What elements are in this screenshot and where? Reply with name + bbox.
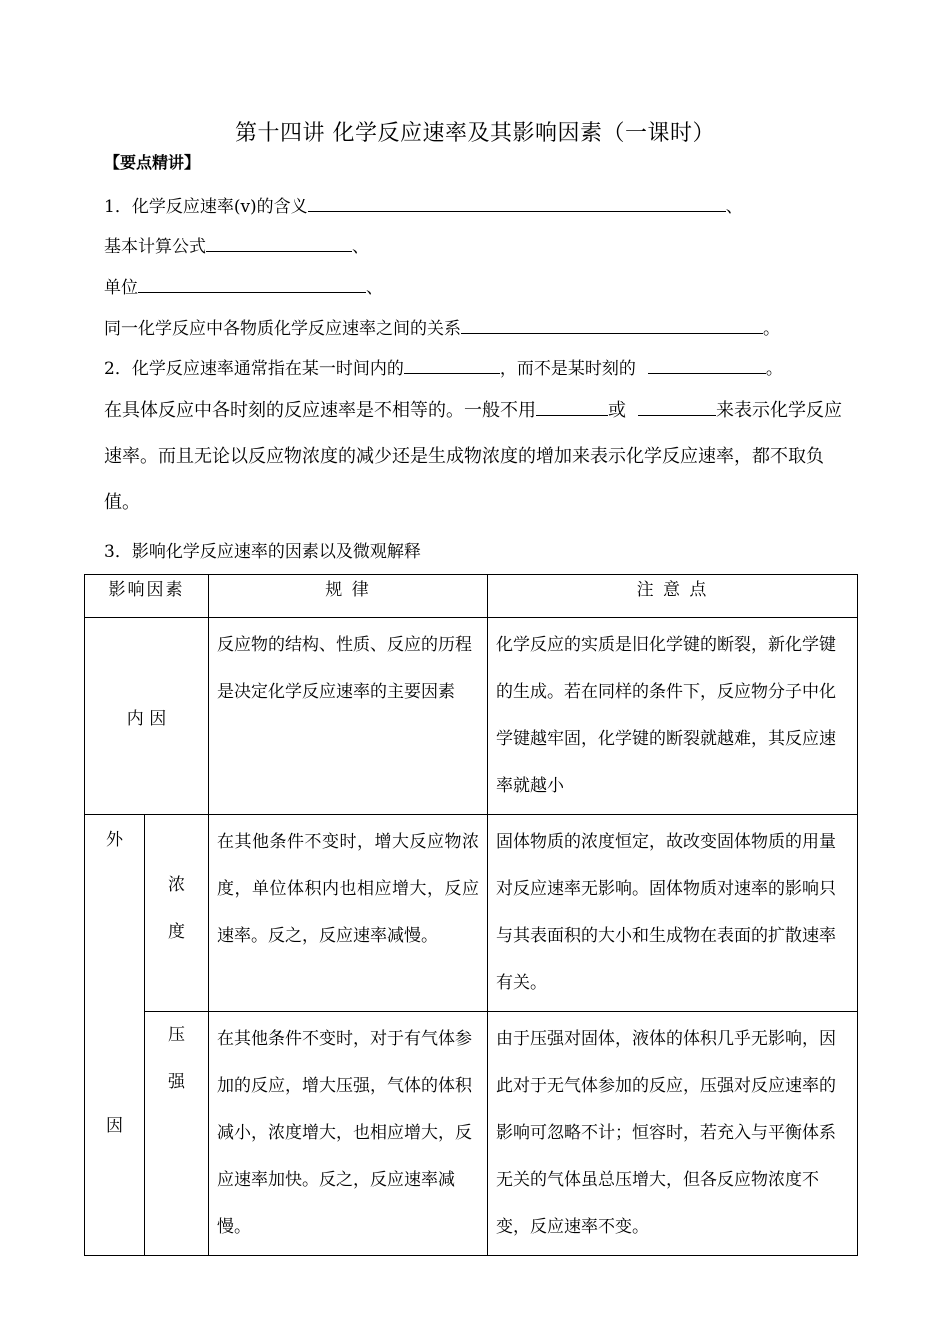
- table-row-pressure: [85, 1012, 858, 1256]
- blank-relation[interactable]: [461, 317, 763, 334]
- header-factor: 影响因素: [85, 575, 209, 618]
- header-note: 注 意 点: [488, 575, 858, 618]
- item3-heading: 3．影响化学反应速率的因素以及微观解释: [104, 542, 421, 562]
- page-title: 第十四讲 化学反应速率及其影响因素（一课时）: [235, 121, 715, 146]
- label-external-top: 外: [106, 830, 123, 850]
- blank-unit[interactable]: [138, 276, 366, 293]
- rule-pressure: 在其他条件不变时，对于有气体参加的反应，增大压强，气体的体积减小，浓度增大，也相应增大，反应速率加快。反之，反应速率减慢。: [209, 1012, 488, 1256]
- item1-line4: 同一化学反应中各物质化学反应速率之间的关系 。: [104, 319, 780, 339]
- item1-line1: 1．化学反应速率(v)的含义 、: [104, 197, 743, 217]
- header-rule: 规 律: [209, 575, 488, 618]
- item1-line2: 基本计算公式 、: [104, 237, 369, 257]
- item2-paragraph: 在具体反应中各时刻的反应速率是不相等的。一般不用 或 来表示化学反应速率。而且无论以反应物浓度的减少还是生成物浓度的增加来表示化学反应速率，都不取负值。: [104, 400, 842, 513]
- blank-definition[interactable]: [308, 195, 726, 212]
- blank-substance-1[interactable]: [536, 399, 608, 416]
- section-heading: 【要点精讲】: [104, 153, 201, 172]
- label-external: [85, 815, 145, 1256]
- label-external-bottom: 因: [106, 1116, 123, 1136]
- note-pressure: 由于压强对固体，液体的体积几乎无影响，因此对于无气体参加的反应，压强对反应速率的影响可忽略不计；恒容时，若充入与平衡体系无关的气体虽总压增大，但各反应物浓度不变，反应速率不变。: [488, 1012, 858, 1256]
- label-concentration: 浓 度: [145, 815, 209, 1012]
- blank-formula[interactable]: [206, 235, 352, 252]
- factors-table: [84, 574, 858, 1256]
- item1-line3: 单位 、: [104, 278, 383, 298]
- item2-line1: 2．化学反应速率通常指在某一时间内的 ，而不是某时刻的 。: [104, 359, 783, 379]
- note-concentration: 固体物质的浓度恒定，故改变固体物质的用量对反应速率无影响。固体物质对速率的影响只与其表面积的大小和生成物在表面的扩散速率有关。: [488, 815, 858, 1012]
- table-row-internal: [85, 618, 858, 815]
- table-row-concentration: [85, 815, 858, 1012]
- blank-instant-rate[interactable]: [648, 357, 766, 374]
- rule-internal: 反应物的结构、性质、反应的历程是决定化学反应速率的主要因素: [209, 618, 488, 815]
- label-pressure: 压 强: [145, 1012, 209, 1256]
- blank-average-rate[interactable]: [404, 357, 500, 374]
- rule-concentration: 在其他条件不变时，增大反应物浓度，单位体积内也相应增大，反应速率。反之，反应速率减慢。: [209, 815, 488, 1012]
- label-internal: 内 因: [85, 618, 209, 815]
- note-internal: 化学反应的实质是旧化学键的断裂，新化学键的生成。若在同样的条件下，反应物分子中化学键越牢固，化学键的断裂就越难，其反应速率就越小: [488, 618, 858, 815]
- blank-substance-2[interactable]: [638, 399, 716, 416]
- table-header-row: [85, 575, 858, 618]
